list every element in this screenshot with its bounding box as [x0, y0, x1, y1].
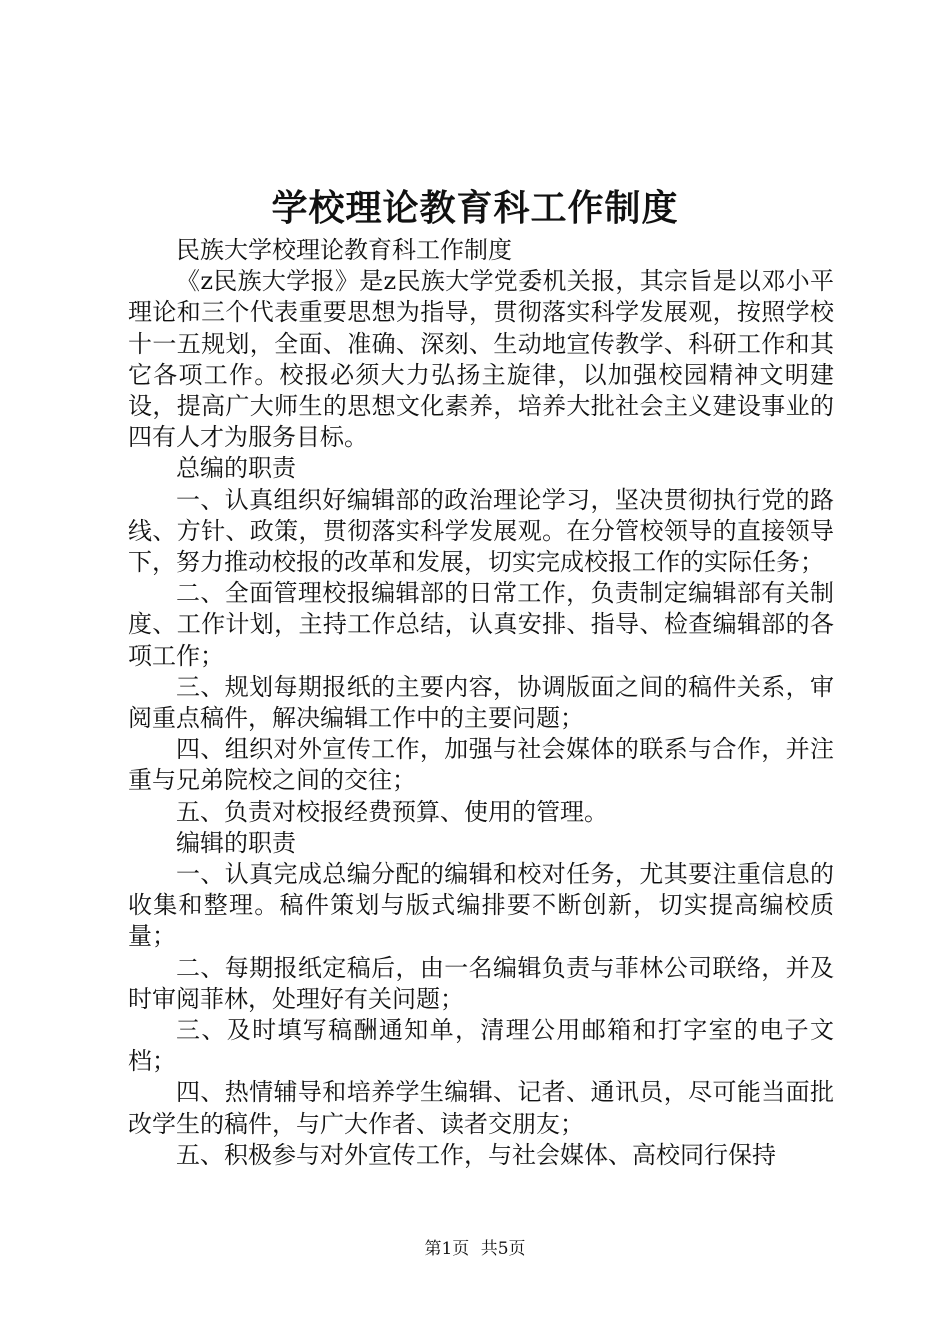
section-heading-editor: 编辑的职责 — [176, 828, 296, 857]
paragraph-editor-duty-2: 二、每期报纸定稿后，由一名编辑负责与菲林公司联络，并及时审阅菲林，处理好有关问题； — [128, 953, 834, 1013]
page-footer — [0, 1238, 950, 1260]
document-body — [128, 235, 834, 1171]
page-number: 第1页 — [424, 1239, 470, 1259]
page-total: 共5页 — [480, 1239, 526, 1259]
paragraph-chief-duty-2: 二、全面管理校报编辑部的日常工作，负责制定编辑部有关制度、工作计划，主持工作总结，认真安排、指导、检查编辑部的各项工作； — [128, 579, 834, 670]
paragraph-chief-duty-5: 五、负责对校报经费预算、使用的管理。 — [176, 797, 608, 826]
section-heading-chief-editor: 总编的职责 — [176, 454, 296, 483]
paragraph-editor-duty-1: 一、认真完成总编分配的编辑和校对任务，尤其要注重信息的收集和整理。稿件策划与版式编排要不断创新，切实提高编校质量； — [128, 860, 834, 951]
paragraph-subtitle: 民族大学校理论教育科工作制度 — [176, 236, 512, 264]
paragraph-editor-duty-3: 三、及时填写稿酬通知单，清理公用邮箱和打字室的电子文档； — [128, 1016, 834, 1076]
paragraph-intro: 《z民族大学报》是z民族大学党委机关报，其宗旨是以邓小平理论和三个代表重要思想为指导，贯彻落实科学发展观，按照学校十一五规划，全面、准确、深刻、生动地宣传教学、科研工作和其它各项工作。校报必须大力弘扬主旋律，以加强校园精神文明建设，提高广大师生的思想文化素养，培养大批社会主义建设事业的四有人才为服务目标。 — [128, 267, 834, 452]
paragraph-editor-duty-5: 五、积极参与对外宣传工作，与社会媒体、高校同行保持 — [176, 1140, 776, 1169]
paragraph-chief-duty-3: 三、规划每期报纸的主要内容，协调版面之间的稿件关系，审阅重点稿件，解决编辑工作中的主要问题； — [128, 672, 834, 733]
document-title: 学校理论教育科工作制度 — [271, 187, 679, 229]
paragraph-chief-duty-1: 一、认真组织好编辑部的政治理论学习，坚决贯彻执行党的路线、方针、政策，贯彻落实科学发展观。在分管校领导的直接领导下，努力推动校报的改革和发展，切实完成校报工作的实际任务； — [128, 485, 834, 577]
paragraph-editor-duty-4: 四、热情辅导和培养学生编辑、记者、通讯员，尽可能当面批改学生的稿件，与广大作者、读者交朋友； — [128, 1078, 834, 1138]
paragraph-chief-duty-4: 四、组织对外宣传工作，加强与社会媒体的联系与合作，并注重与兄弟院校之间的交往； — [128, 735, 834, 795]
